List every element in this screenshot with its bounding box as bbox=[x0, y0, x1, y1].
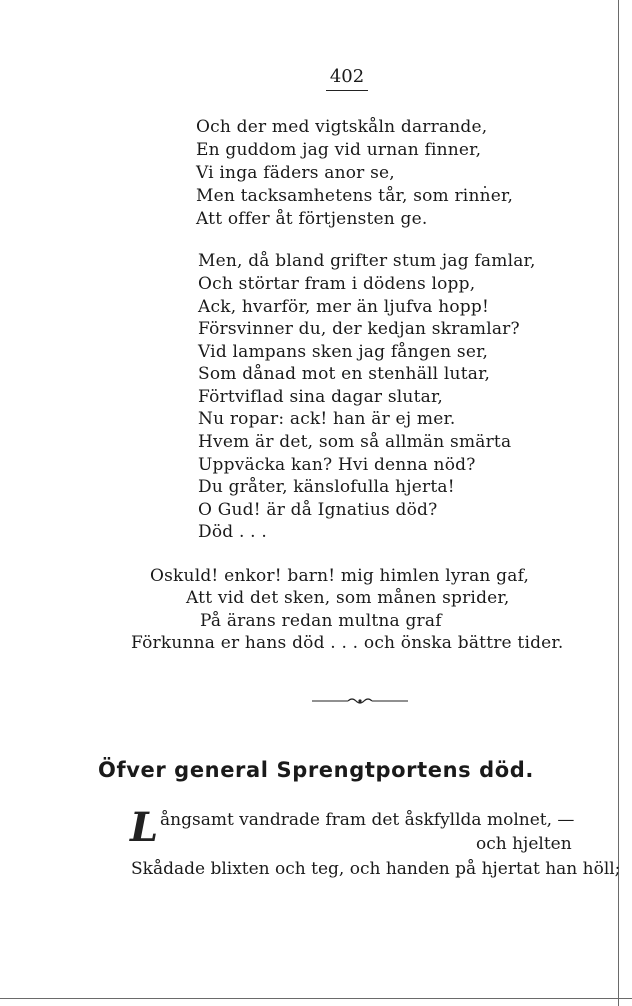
page-edge-bottom bbox=[0, 998, 632, 999]
verse-line: Att offer åt förtjensten ge. bbox=[196, 209, 428, 229]
verse-line: Vid lampans sken jag fången ser, bbox=[198, 342, 489, 362]
poem-title: Öfver general Sprengtportens död. bbox=[98, 758, 534, 782]
verse-line: Förkunna er hans död . . . och önska bättre tider. bbox=[131, 633, 564, 653]
verse-line: O Gud! är då Ignatius död? bbox=[198, 500, 438, 520]
verse-line: Som dånad mot en stenhäll lutar, bbox=[198, 364, 491, 384]
verse-line: Uppväcka kan? Hvi denna nöd? bbox=[198, 455, 476, 475]
poem-line: ångsamt vandrade fram det åskfyllda molnet, — bbox=[160, 810, 575, 830]
verse-line: Nu ropar: ack! han är ej mer. bbox=[198, 409, 456, 429]
verse-line: Förtviflad sina dagar slutar, bbox=[198, 387, 444, 407]
poem-line-continuation: och hjelten bbox=[476, 834, 572, 854]
verse-line: Att vid det sken, som månen sprider, bbox=[186, 588, 510, 608]
verse-line: Vi inga fäders anor se, bbox=[196, 163, 395, 183]
verse-line: Du gråter, känslofulla hjerta! bbox=[198, 477, 455, 497]
page-number: 402 bbox=[326, 66, 368, 91]
decorative-initial: L bbox=[130, 804, 159, 851]
verse-line: Ack, hvarför, mer än ljufva hopp! bbox=[198, 297, 489, 317]
verse-line: Men tacksamhetens tår, som rinner, bbox=[196, 186, 514, 206]
verse-line: Försvinner du, der kedjan skramlar? bbox=[198, 319, 520, 339]
verse-line: En guddom jag vid urnan finner, bbox=[196, 140, 482, 160]
verse-line: Oskuld! enkor! barn! mig himlen lyran gaf, bbox=[150, 566, 530, 586]
verse-line: På ärans redan multna graf bbox=[200, 611, 442, 631]
verse-line: Men, då bland grifter stum jag famlar, bbox=[198, 251, 536, 271]
verse-line: Och der med vigtskåln darrande, bbox=[196, 117, 488, 137]
verse-line: Hvem är det, som så allmän smärta bbox=[198, 432, 512, 452]
poem-line: Skådade blixten och teg, och handen på hjertat han höll; bbox=[131, 859, 621, 879]
page-edge-right bbox=[618, 0, 619, 1006]
verse-line: Död . . . bbox=[198, 522, 267, 542]
ornament-divider bbox=[310, 696, 410, 706]
verse-line: Och störtar fram i dödens lopp, bbox=[198, 274, 476, 294]
